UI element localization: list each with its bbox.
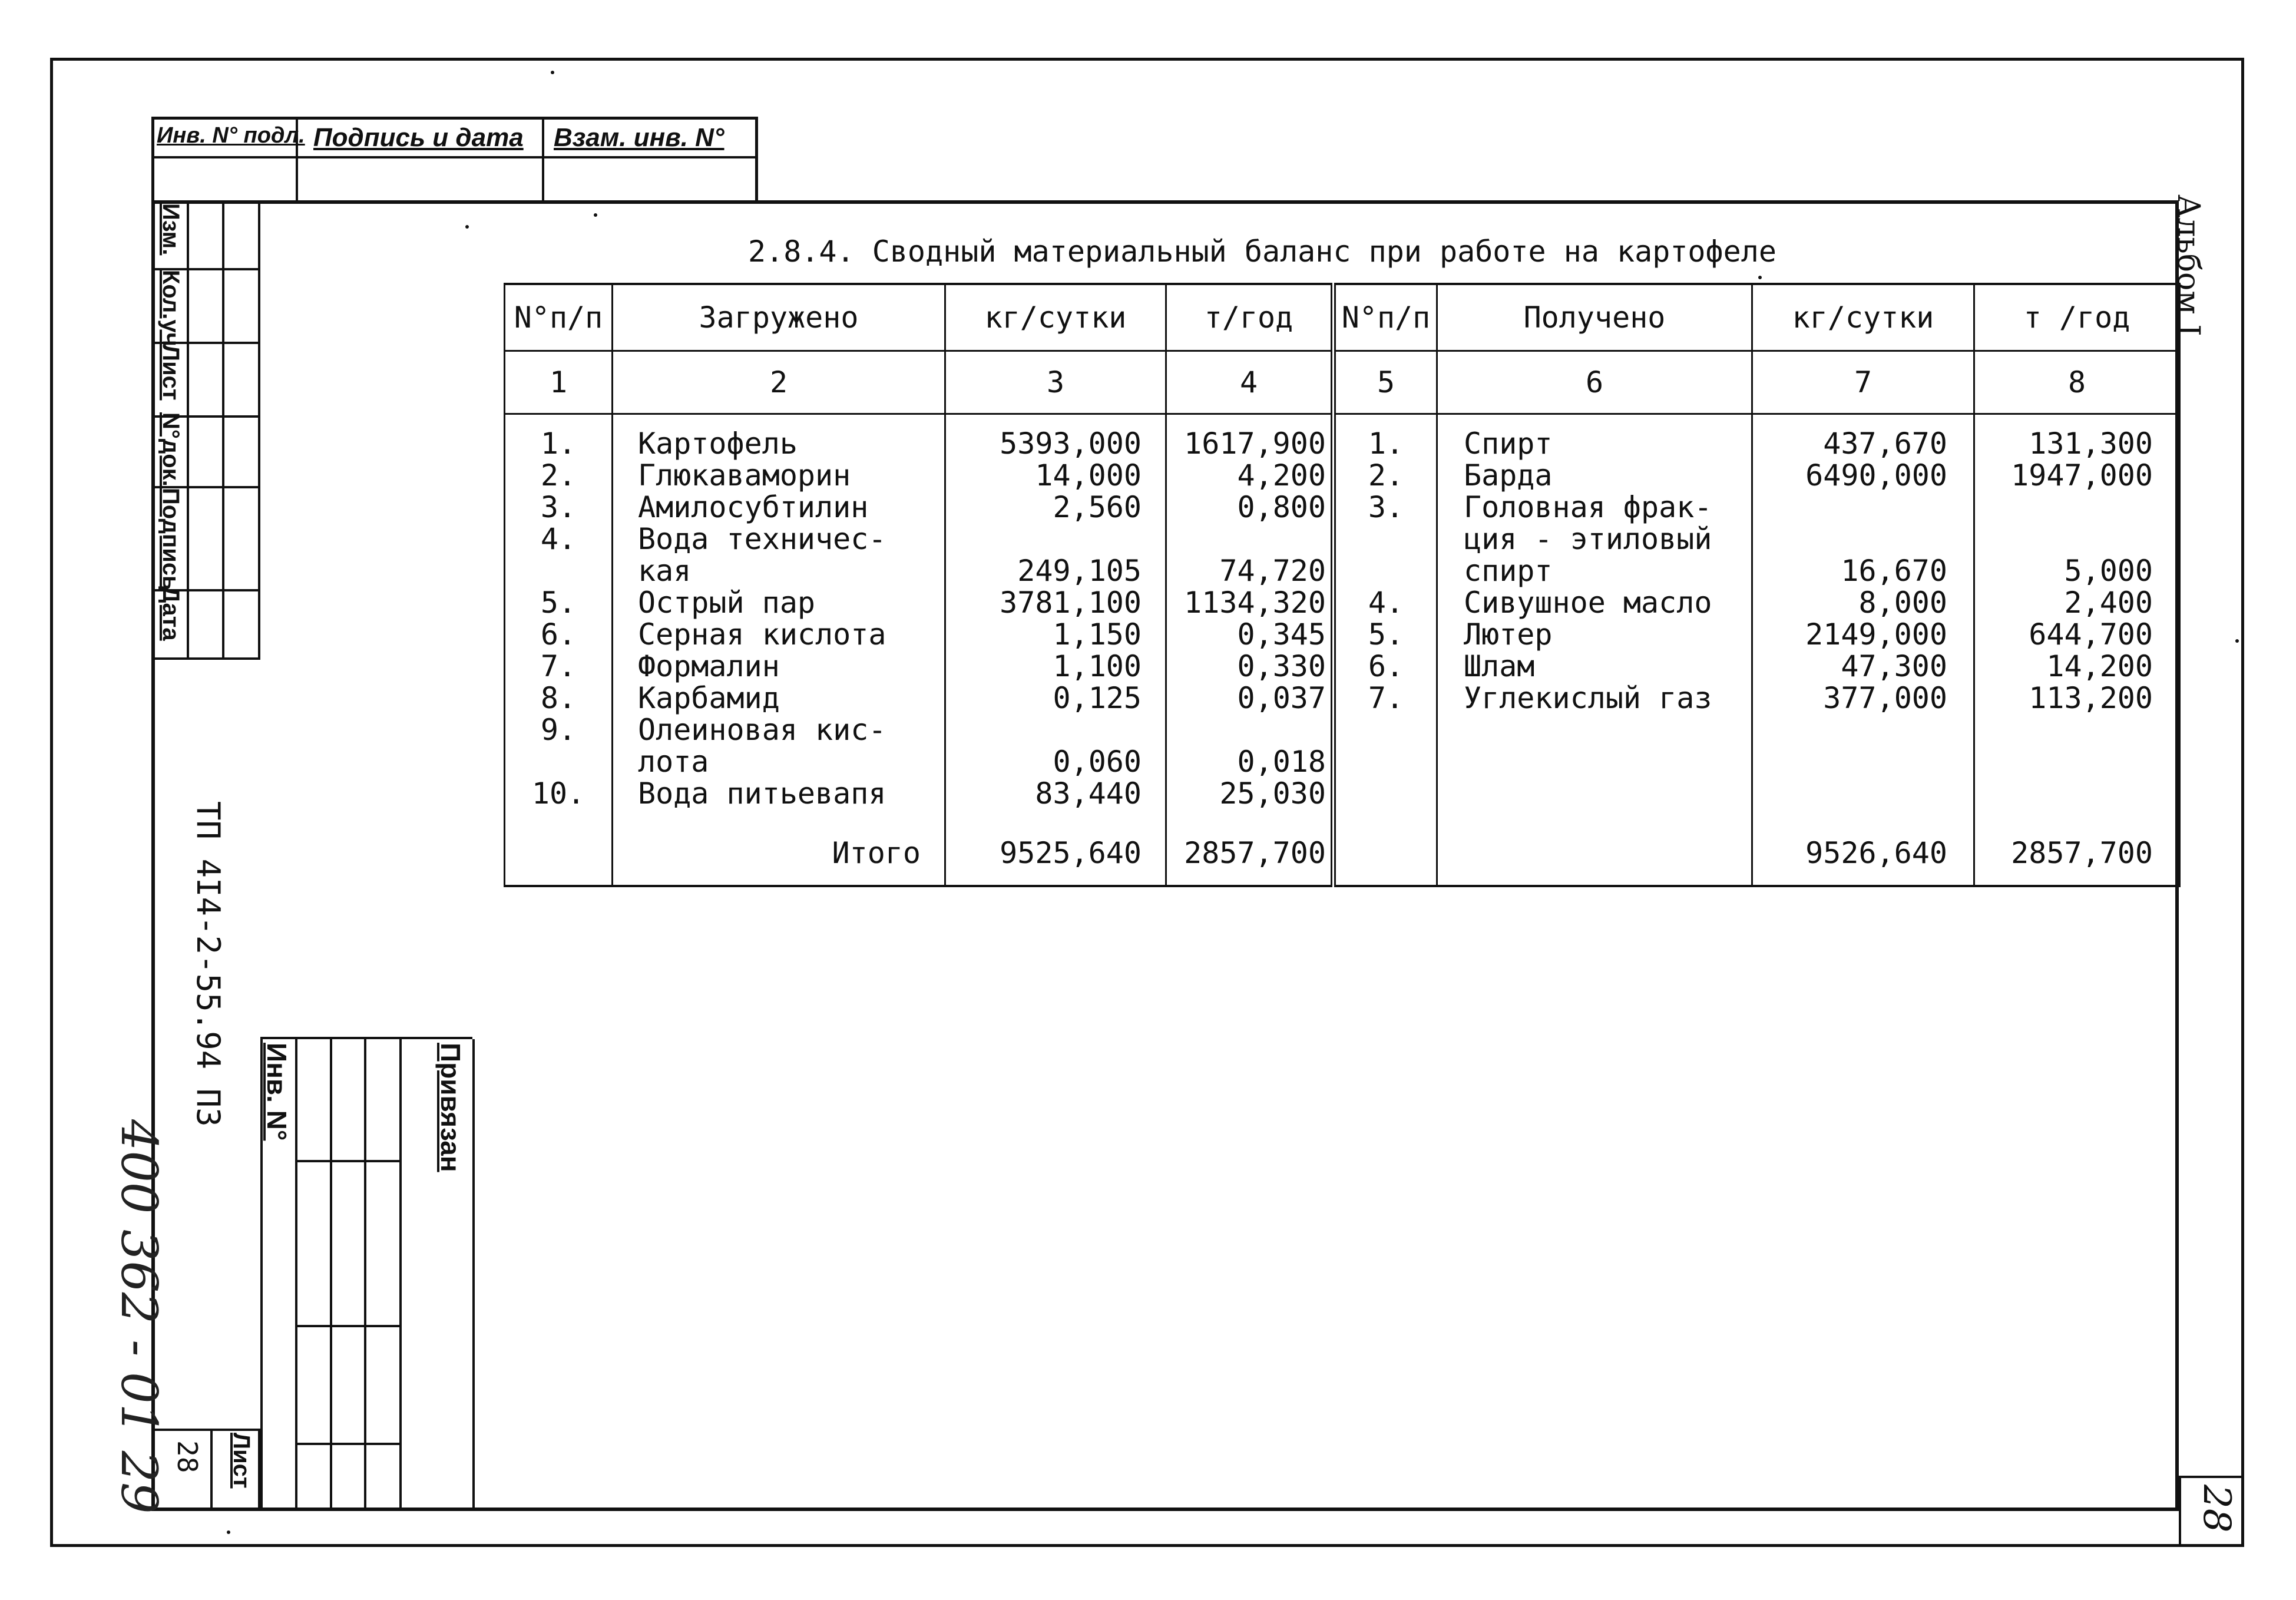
cell-line: 74,720 xyxy=(1219,554,1326,588)
cell-line: 10. xyxy=(531,776,585,811)
replace-inv-label: Взам. инв. N° xyxy=(554,123,724,152)
cell-line: Сивушное масло xyxy=(1464,586,1712,620)
cell-line xyxy=(1975,778,2153,809)
cell-line: 6. xyxy=(540,617,577,652)
cell-line xyxy=(1753,491,1947,523)
cell-line: 3. xyxy=(540,490,577,524)
revision-label-doc: N°док. xyxy=(158,412,184,487)
column-number: 3 xyxy=(945,351,1166,414)
cell-line: 131,300 xyxy=(2029,427,2153,461)
cell-line: 2149,000 xyxy=(1805,617,1947,652)
cell-line: спирт xyxy=(1464,554,1553,588)
cell-line: Формалин xyxy=(638,649,780,683)
cell-line: 2. xyxy=(1368,458,1404,492)
cell-line: Острый пар xyxy=(638,586,816,620)
cell-line: Серная кислота xyxy=(638,617,886,652)
column-number: 6 xyxy=(1437,351,1752,414)
cell-line: 249,105 xyxy=(1017,554,1142,588)
revision-label-kolvo: Кол.уч xyxy=(158,270,184,346)
cell-line xyxy=(1464,778,1751,809)
cell-line: 437,670 xyxy=(1823,427,1947,461)
cell-line: Глюкаваморин xyxy=(638,458,851,492)
cell-line: 1134,320 xyxy=(1184,586,1326,620)
cell-line: Амилосубтилин xyxy=(638,490,869,524)
cell-line: Картофель xyxy=(638,427,798,461)
cell-line: 0,800 xyxy=(1237,490,1326,524)
header-cell: т /год xyxy=(1974,284,2180,351)
cell-line: 7. xyxy=(540,649,577,683)
total-loaded-t: 2857,700 xyxy=(1166,821,1334,886)
column-number: 7 xyxy=(1752,351,1974,414)
cell-line: 3. xyxy=(1368,490,1404,524)
total-label: Итого xyxy=(613,821,945,886)
cell-line: Вода питьевапя xyxy=(638,776,886,811)
inv-no-label: Инв. N° подл. xyxy=(157,123,305,148)
cell-line xyxy=(1167,714,1326,746)
header-cell: N°п/п xyxy=(505,284,613,351)
cell-line: 16,670 xyxy=(1841,554,1947,588)
cell-line xyxy=(946,523,1142,555)
total-received-kg: 9526,640 xyxy=(1752,821,1974,886)
cell-line: 4. xyxy=(1368,586,1404,620)
cell-line xyxy=(1336,714,1436,746)
cell-line: Шлам xyxy=(1464,649,1535,683)
cell-line: Спирт xyxy=(1464,427,1553,461)
cell-line: Углекислый газ xyxy=(1464,681,1712,715)
cell-line: 113,200 xyxy=(2029,681,2153,715)
cell-line xyxy=(1336,523,1436,555)
cell-line: 0,037 xyxy=(1237,681,1326,715)
total-received-t: 2857,700 xyxy=(1974,821,2180,886)
cell-line: 0,345 xyxy=(1237,617,1326,652)
cell-line: 4,200 xyxy=(1237,458,1326,492)
column-number: 5 xyxy=(1334,351,1437,414)
cell-line xyxy=(1336,778,1436,809)
cell-line: 7. xyxy=(1368,681,1404,715)
sheet-number: 28 xyxy=(171,1440,203,1473)
revision-label-sign: Подпись xyxy=(158,488,184,590)
cell-line: 4. xyxy=(540,522,577,556)
cell-line: 5. xyxy=(1368,617,1404,652)
cell-line: 5. xyxy=(540,586,577,620)
header-cell: Получено xyxy=(1437,284,1752,351)
revision-label-date: Дата xyxy=(158,586,184,641)
bound-label: Привязан xyxy=(435,1043,466,1172)
cell-line xyxy=(1464,746,1751,778)
cell-line xyxy=(1336,555,1436,587)
cell-line: ция - этиловый xyxy=(1464,522,1712,556)
cell-line xyxy=(1753,714,1947,746)
cell-line: 5393,000 xyxy=(1000,427,1142,461)
cell-line: 1,100 xyxy=(1053,649,1142,683)
cell-line: 1617,900 xyxy=(1184,427,1326,461)
cell-line: Лютер xyxy=(1464,617,1553,652)
document-code: ТП 4I4-2-55.94 ПЗ xyxy=(190,801,227,1127)
header-cell: т/год xyxy=(1166,284,1334,351)
sheet-label: Лист xyxy=(229,1433,254,1489)
cell-line xyxy=(1753,778,1947,809)
total-row xyxy=(505,821,2180,886)
column-number: 2 xyxy=(613,351,945,414)
cell-line xyxy=(1753,746,1947,778)
header-row xyxy=(505,284,2180,351)
received-t-per-year xyxy=(1974,414,2180,822)
cell-line xyxy=(505,746,611,778)
cell-line: 14,200 xyxy=(2046,649,2153,683)
cell-line: 644,700 xyxy=(2029,617,2153,652)
cell-line: 83,440 xyxy=(1035,776,1142,811)
cell-line: 14,000 xyxy=(1035,458,1142,492)
top-stamp xyxy=(151,117,758,203)
material-balance-table xyxy=(504,283,2181,887)
cell-line: 6490,000 xyxy=(1805,458,1947,492)
cell-line: 9. xyxy=(540,713,577,747)
cell-line: лота xyxy=(638,745,709,779)
header-cell: кг/сутки xyxy=(1752,284,1974,351)
cell-line: 0,018 xyxy=(1237,745,1326,779)
cell-line xyxy=(1336,746,1436,778)
cell-line: 0,330 xyxy=(1237,649,1326,683)
column-number: 4 xyxy=(1166,351,1334,414)
received-kg-per-day xyxy=(1752,414,1974,822)
cell-line xyxy=(1753,523,1947,555)
loaded-t-per-year xyxy=(1166,414,1334,822)
cell-line: 1947,000 xyxy=(2011,458,2153,492)
cell-line xyxy=(1167,523,1326,555)
binding-inv-label: Инв. N° xyxy=(262,1043,292,1141)
cell-line xyxy=(1464,714,1751,746)
loaded-kg-per-day xyxy=(945,414,1166,822)
cell-line: 1. xyxy=(540,427,577,461)
column-number-row xyxy=(505,351,2180,414)
album-label: Альбом I xyxy=(2171,194,2206,336)
body-row xyxy=(505,414,2180,822)
header-cell: кг/сутки xyxy=(945,284,1166,351)
cell-line: 25,030 xyxy=(1219,776,1326,811)
column-number: 8 xyxy=(1974,351,2180,414)
cell-line xyxy=(1975,523,2153,555)
cell-line: 1. xyxy=(1368,427,1404,461)
cell-line: 8. xyxy=(540,681,577,715)
cell-line xyxy=(1975,491,2153,523)
page-number: 28 xyxy=(2195,1485,2238,1533)
cell-line: Олеиновая кис- xyxy=(638,713,886,747)
cell-line xyxy=(505,555,611,587)
cell-line: кая xyxy=(638,554,692,588)
cell-line xyxy=(1975,714,2153,746)
cell-line: 1,150 xyxy=(1053,617,1142,652)
cell-line: 6. xyxy=(1368,649,1404,683)
received-numbers xyxy=(1334,414,1437,822)
cell-line: 3781,100 xyxy=(1000,586,1142,620)
cell-line xyxy=(946,714,1142,746)
total-loaded-kg: 9525,640 xyxy=(945,821,1166,886)
received-items xyxy=(1437,414,1752,822)
table-title: 2.8.4. Сводный материальный баланс при работе на картофеле xyxy=(748,234,1776,269)
revision-label-list: Лист xyxy=(158,345,184,401)
header-cell: Загружено xyxy=(613,284,945,351)
loaded-items xyxy=(613,414,945,822)
cell-line: 0,125 xyxy=(1053,681,1142,715)
cell-line: Вода техничес- xyxy=(638,522,886,556)
cell-line: Барда xyxy=(1464,458,1553,492)
handwritten-code: 400 362 - 01 29 xyxy=(110,1119,168,1514)
cell-line: 377,000 xyxy=(1823,681,1947,715)
cell-line: 2,400 xyxy=(2064,586,2153,620)
header-cell: N°п/п xyxy=(1334,284,1437,351)
column-number: 1 xyxy=(505,351,613,414)
cell-line: 8,000 xyxy=(1858,586,1947,620)
cell-line: Карбамид xyxy=(638,681,780,715)
cell-line: 2. xyxy=(540,458,577,492)
revision-label-izm: Изм. xyxy=(158,203,184,256)
sign-date-label: Подпись и дата xyxy=(313,123,524,152)
cell-line: 47,300 xyxy=(1841,649,1947,683)
cell-line: 0,060 xyxy=(1053,745,1142,779)
cell-line xyxy=(1975,746,2153,778)
cell-line: 5,000 xyxy=(2064,554,2153,588)
cell-line: Головная фрак- xyxy=(1464,490,1712,524)
cell-line: 2,560 xyxy=(1053,490,1142,524)
loaded-numbers xyxy=(505,414,613,822)
